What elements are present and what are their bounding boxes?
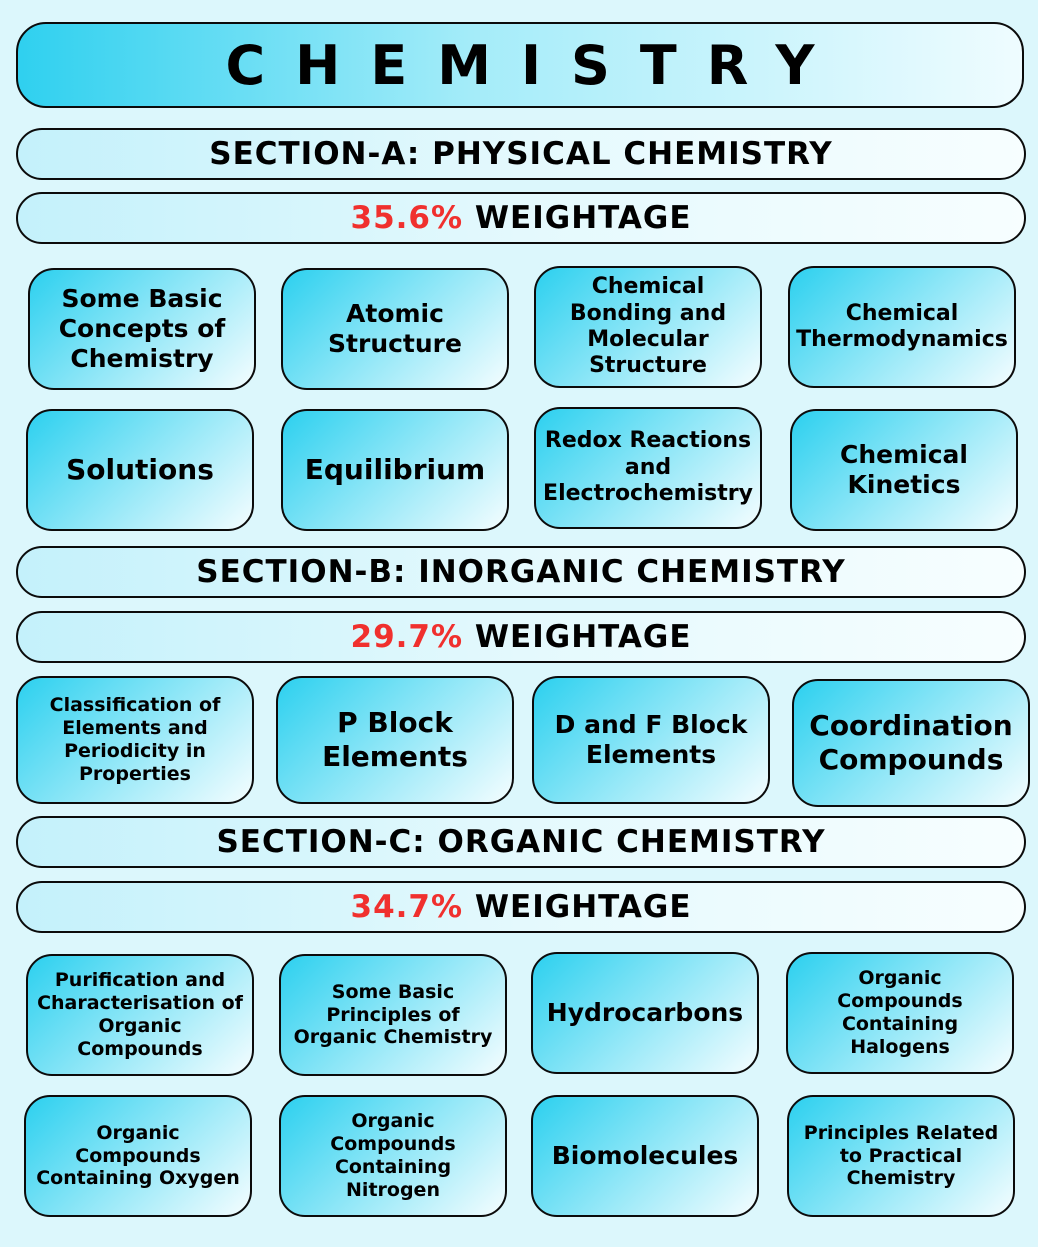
topic-label: Solutions	[66, 453, 214, 487]
topic-label: Equilibrium	[304, 453, 486, 487]
page-title-text: CHEMISTRY	[225, 33, 845, 97]
section-b-weight-pct: 29.7%	[350, 619, 464, 655]
topic-card	[792, 679, 1030, 807]
topic-card	[24, 1095, 252, 1217]
section-c-weight-label: WEIGHTAGE	[474, 889, 692, 925]
topic-card	[16, 676, 254, 804]
topic-card	[279, 954, 507, 1076]
section-b-heading	[16, 546, 1026, 598]
topic-card	[279, 1095, 507, 1217]
topic-label: Chemical Kinetics	[840, 440, 968, 499]
topic-card	[531, 952, 759, 1074]
section-a-heading	[16, 128, 1026, 180]
topic-card	[534, 266, 762, 388]
section-a-weightage	[16, 192, 1026, 244]
topic-label: Atomic Structure	[328, 299, 462, 358]
topic-card	[534, 407, 762, 529]
topic-card	[531, 1095, 759, 1217]
topic-label: Classification of Elements and Periodicity in Properties	[49, 694, 221, 785]
topic-card	[281, 409, 509, 531]
topic-card	[26, 954, 254, 1076]
page-title	[16, 22, 1024, 108]
topic-label: Coordination Compounds	[809, 709, 1013, 776]
section-a-heading-text: SECTION-A: PHYSICAL CHEMISTRY	[209, 136, 833, 172]
topic-label: Biomolecules	[551, 1141, 739, 1170]
section-b-weight-label: WEIGHTAGE	[474, 619, 692, 655]
topic-label: Some Basic Concepts of Chemistry	[58, 284, 226, 373]
section-c-weightage	[16, 881, 1026, 933]
topic-label: Chemical Thermodynamics	[796, 300, 1008, 352]
topic-label: Principles Related to Practical Chemistry	[803, 1121, 999, 1190]
topic-label: Chemical Bonding and Molecular Structure	[569, 274, 727, 379]
topic-card	[787, 1095, 1015, 1217]
topic-label: D and F Block Elements	[554, 710, 748, 769]
topic-card	[26, 409, 254, 531]
section-b-weightage	[16, 611, 1026, 663]
section-a-weight-pct: 35.6%	[350, 200, 464, 236]
topic-card	[276, 676, 514, 804]
topic-card	[281, 268, 509, 390]
section-b-heading-text: SECTION-B: INORGANIC CHEMISTRY	[196, 554, 846, 590]
topic-card	[786, 952, 1014, 1074]
topic-label: Organic Compounds Containing Halogens	[837, 967, 963, 1058]
topic-label: Organic Compounds Containing Nitrogen	[330, 1110, 456, 1201]
topic-card	[28, 268, 256, 390]
topic-label: Redox Reactions and Electrochemistry	[543, 428, 753, 507]
topic-card	[790, 409, 1018, 531]
section-c-heading-text: SECTION-C: ORGANIC CHEMISTRY	[216, 824, 826, 860]
topic-label: Hydrocarbons	[546, 998, 744, 1027]
topic-label: Organic Compounds Containing Oxygen	[36, 1121, 240, 1190]
topic-card	[532, 676, 770, 804]
topic-label: Some Basic Principles of Organic Chemistry	[293, 980, 493, 1049]
topic-label: P Block Elements	[322, 706, 468, 773]
section-c-weight-pct: 34.7%	[350, 889, 464, 925]
section-c-heading	[16, 816, 1026, 868]
section-a-weight-label: WEIGHTAGE	[474, 200, 692, 236]
topic-card	[788, 266, 1016, 388]
topic-label: Purification and Characterisation of Organic Compounds	[37, 969, 243, 1060]
